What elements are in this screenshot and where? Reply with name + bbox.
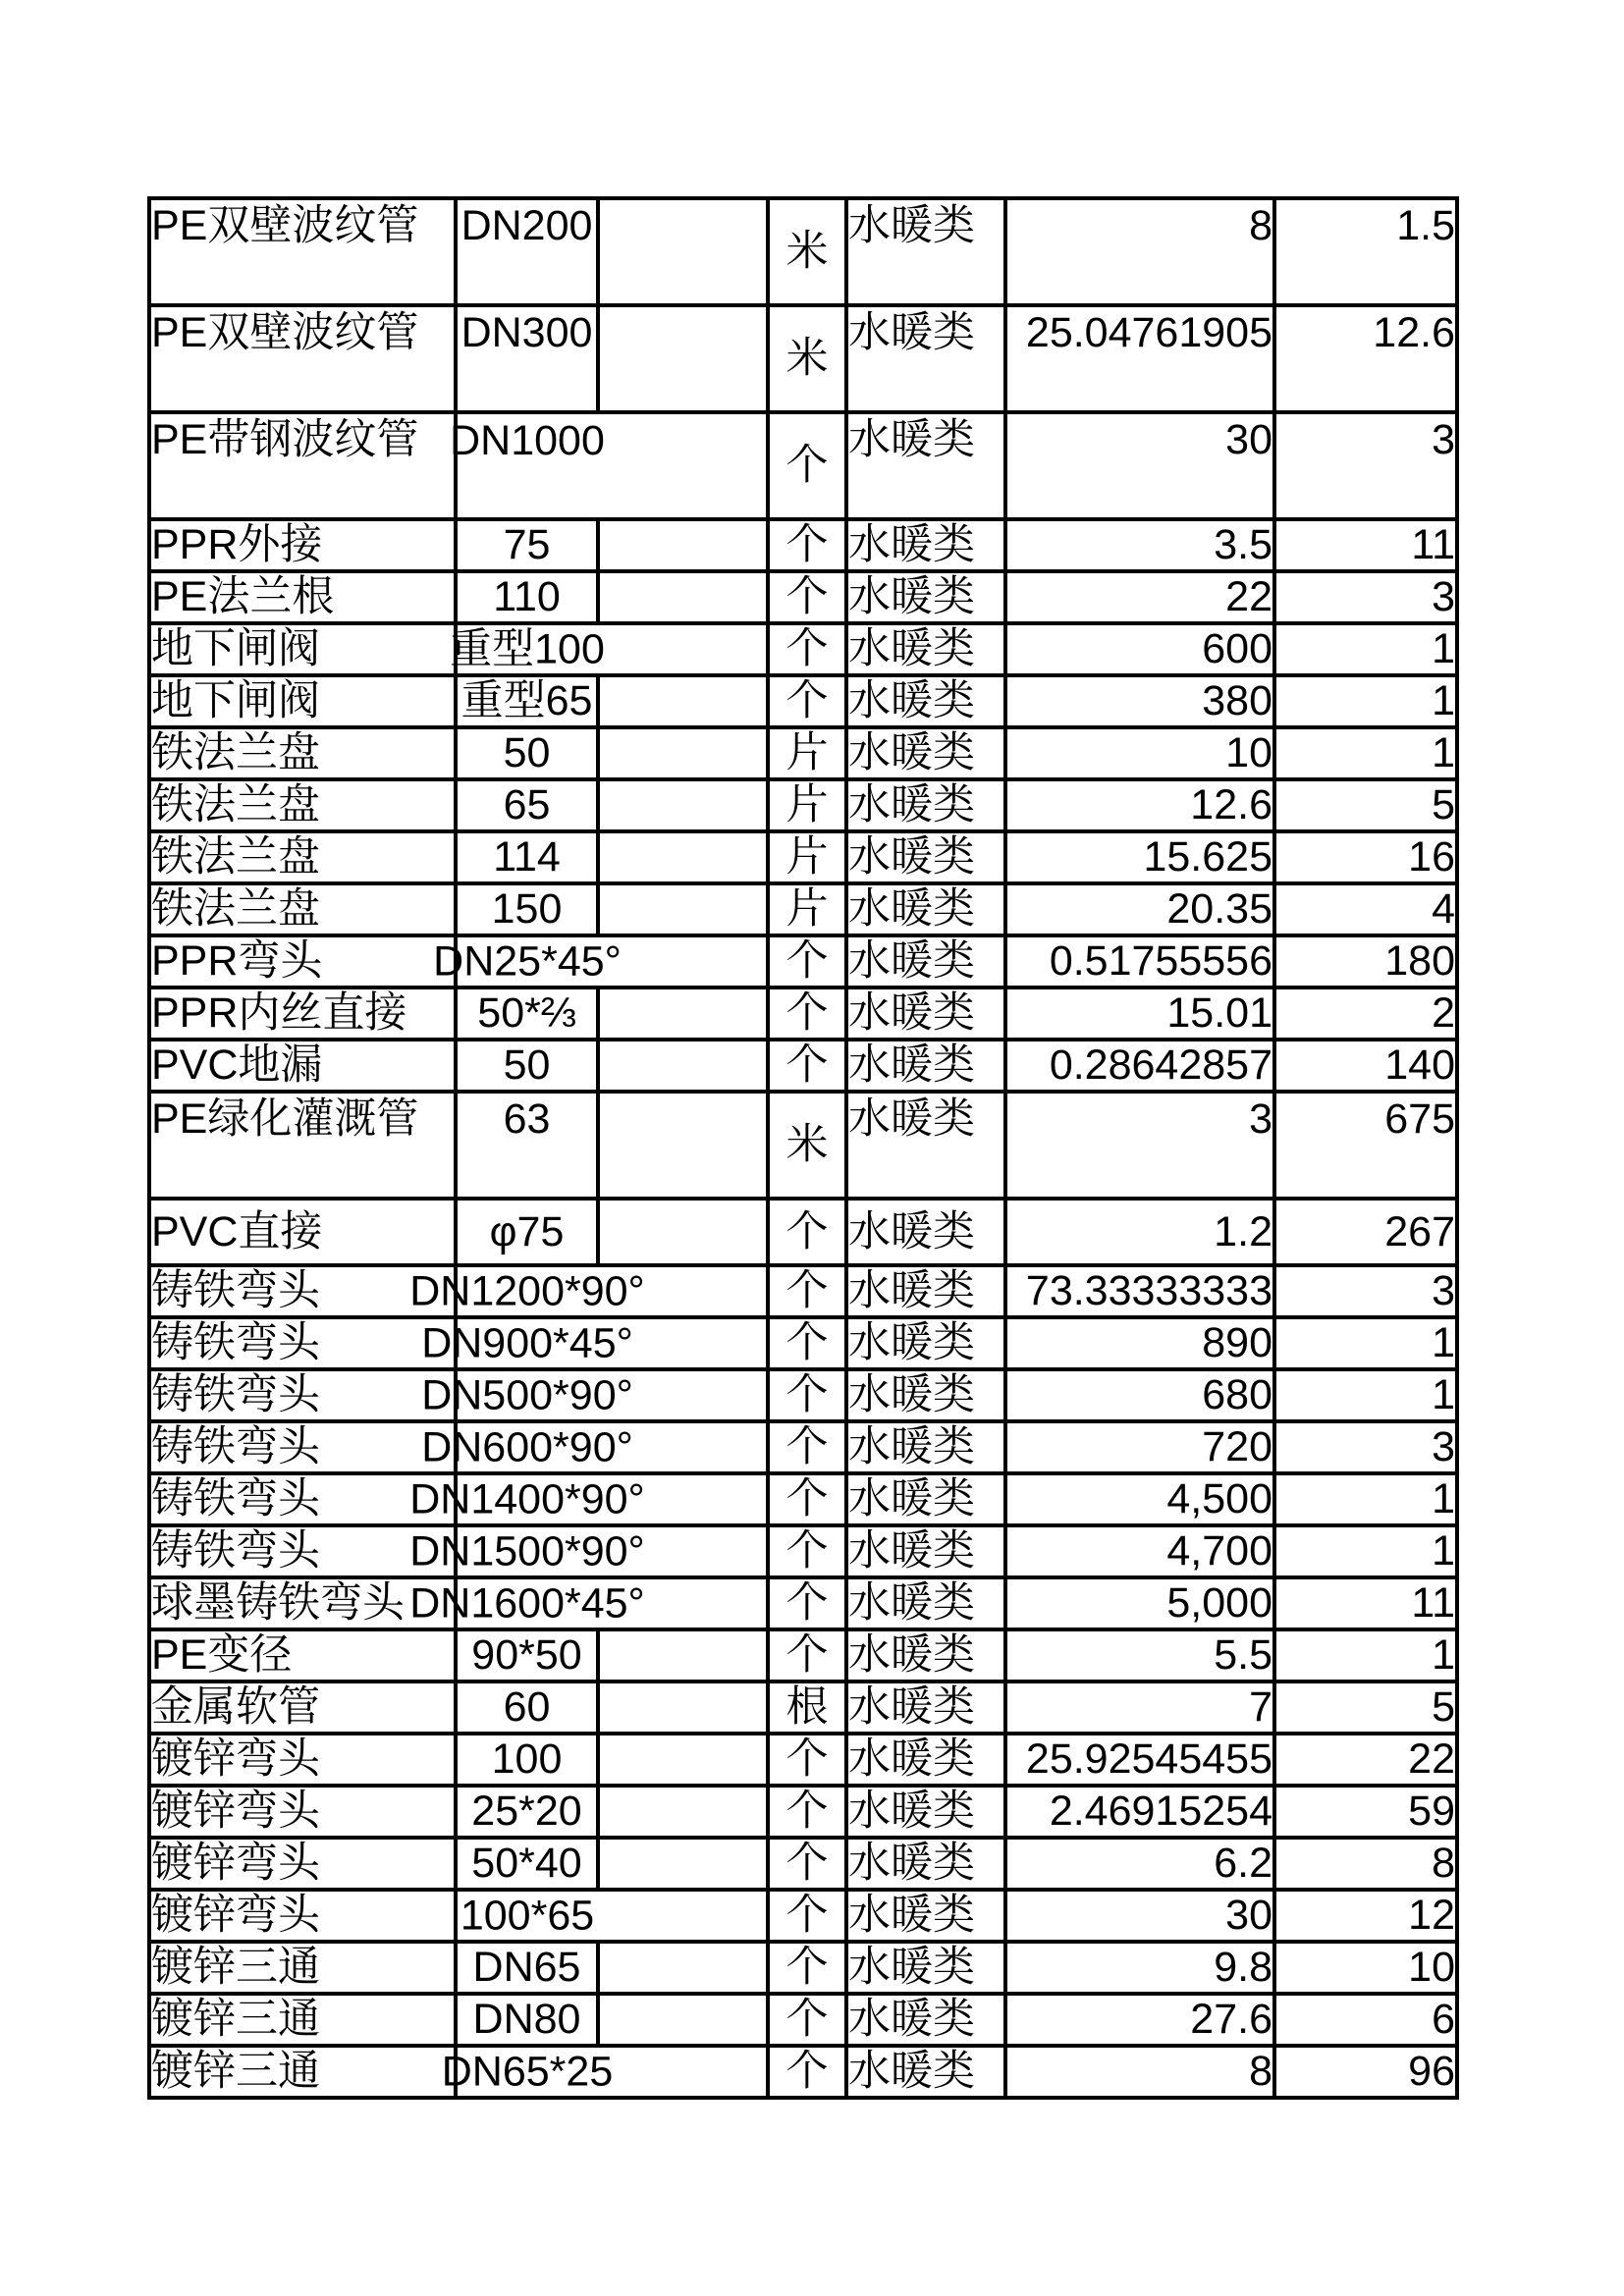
unit-cell: 个 (768, 935, 846, 988)
category-cell: 水暖类 (846, 1786, 1005, 1838)
qty-cell: 1 (1274, 1525, 1457, 1577)
category-cell: 水暖类 (846, 305, 1005, 412)
table-row (149, 1682, 1457, 1734)
spec-cell (409, 1525, 768, 1577)
spec-cell (456, 1838, 598, 1890)
item-name-cell: 金属软管 (149, 1682, 456, 1734)
price-cell: 2.46915254 (1005, 1786, 1274, 1838)
table-row (149, 1942, 1457, 1994)
qty-cell: 12 (1274, 1890, 1457, 1942)
spec-text: 150 (491, 885, 563, 934)
qty-cell: 1 (1274, 623, 1457, 675)
price-cell: 7 (1005, 1682, 1274, 1734)
spec-cell (456, 1734, 598, 1786)
table-row (149, 1421, 1457, 1473)
price-cell: 4,700 (1005, 1525, 1274, 1577)
category-cell: 水暖类 (846, 1525, 1005, 1577)
spec-text: DN80 (472, 1996, 581, 2044)
table-row (149, 1473, 1457, 1525)
spec-text: 50 (503, 729, 551, 777)
qty-cell: 11 (1274, 519, 1457, 571)
qty-cell: 3 (1274, 1265, 1457, 1317)
spec-text: DN65 (472, 1944, 581, 1992)
empty-cell (598, 1199, 768, 1265)
table-row (149, 1525, 1457, 1577)
table-row (149, 1265, 1457, 1317)
unit-cell: 米 (768, 305, 846, 412)
category-cell: 水暖类 (846, 831, 1005, 883)
table-row (149, 727, 1457, 779)
unit-cell: 个 (768, 623, 846, 675)
table-row (149, 1994, 1457, 2046)
unit-cell: 个 (768, 571, 846, 623)
spec-text: DN65*25 (441, 2048, 614, 2096)
empty-cell (598, 305, 768, 412)
spec-text: DN1400*90° (409, 1475, 645, 1523)
spec-cell (456, 198, 598, 305)
price-cell: 890 (1005, 1317, 1274, 1369)
table-row (149, 305, 1457, 412)
item-name-cell: 镀锌三通 (149, 1994, 456, 2046)
category-cell: 水暖类 (846, 727, 1005, 779)
unit-cell: 个 (768, 2046, 846, 2098)
unit-cell: 个 (768, 1421, 846, 1473)
category-cell: 水暖类 (846, 1734, 1005, 1786)
unit-cell: 个 (768, 1369, 846, 1421)
qty-cell: 22 (1274, 1734, 1457, 1786)
table-row (149, 1734, 1457, 1786)
price-cell: 8 (1005, 198, 1274, 305)
item-name-cell: 镀锌三通 (149, 2046, 456, 2098)
category-cell: 水暖类 (846, 1994, 1005, 2046)
price-cell: 600 (1005, 623, 1274, 675)
empty-cell (598, 1040, 768, 1092)
category-cell: 水暖类 (846, 1682, 1005, 1734)
spec-cell (441, 2046, 768, 2098)
spec-cell (456, 779, 598, 831)
qty-cell: 1 (1274, 1317, 1457, 1369)
category-cell: 水暖类 (846, 2046, 1005, 2098)
table-body (149, 198, 1457, 2098)
empty-cell (598, 1786, 768, 1838)
empty-cell (598, 883, 768, 935)
spec-text: DN900*45° (421, 1319, 633, 1367)
table-row (149, 1838, 1457, 1890)
price-cell: 4,500 (1005, 1473, 1274, 1525)
category-cell: 水暖类 (846, 198, 1005, 305)
qty-cell: 3 (1274, 412, 1457, 519)
empty-cell (598, 727, 768, 779)
table-row (149, 1040, 1457, 1092)
price-cell: 3.5 (1005, 519, 1274, 571)
category-cell: 水暖类 (846, 1577, 1005, 1629)
spec-text: 50*⅔ (477, 989, 576, 1038)
unit-cell: 个 (768, 1577, 846, 1629)
price-cell: 10 (1005, 727, 1274, 779)
price-cell: 30 (1005, 412, 1274, 519)
price-cell: 0.51755556 (1005, 935, 1274, 988)
unit-cell: 个 (768, 1199, 846, 1265)
unit-cell: 片 (768, 831, 846, 883)
price-cell: 25.92545455 (1005, 1734, 1274, 1786)
empty-cell (598, 1734, 768, 1786)
spec-cell (421, 1317, 768, 1369)
item-name-cell: 球墨铸铁弯头 (149, 1577, 456, 1629)
unit-cell: 米 (768, 1092, 846, 1199)
unit-cell: 片 (768, 779, 846, 831)
spec-cell (409, 1577, 768, 1629)
price-cell: 15.625 (1005, 831, 1274, 883)
price-cell: 27.6 (1005, 1994, 1274, 2046)
qty-cell: 3 (1274, 571, 1457, 623)
table-row (149, 412, 1457, 519)
category-cell: 水暖类 (846, 1473, 1005, 1525)
unit-cell: 个 (768, 1040, 846, 1092)
qty-cell: 5 (1274, 1682, 1457, 1734)
item-name-cell: PPR内丝直接 (149, 988, 456, 1040)
materials-table (147, 196, 1459, 2100)
spec-cell (456, 727, 598, 779)
table-row (149, 935, 1457, 988)
item-name-cell: 地下闸阀 (149, 675, 456, 727)
empty-cell (598, 1838, 768, 1890)
unit-cell: 个 (768, 1890, 846, 1942)
spec-text: 65 (503, 781, 551, 829)
spec-text: 25*20 (471, 1788, 582, 1836)
qty-cell: 140 (1274, 1040, 1457, 1092)
unit-cell: 个 (768, 1317, 846, 1369)
item-name-cell: 镀锌三通 (149, 1942, 456, 1994)
qty-cell: 4 (1274, 883, 1457, 935)
spec-text: 50*40 (471, 1840, 582, 1888)
table-row (149, 988, 1457, 1040)
empty-cell (598, 571, 768, 623)
item-name-cell: PE变径 (149, 1629, 456, 1682)
category-cell: 水暖类 (846, 1092, 1005, 1199)
qty-cell: 11 (1274, 1577, 1457, 1629)
qty-cell: 1 (1274, 1369, 1457, 1421)
item-name-cell: PVC直接 (149, 1199, 456, 1265)
qty-cell: 1 (1274, 727, 1457, 779)
spec-cell (421, 1421, 768, 1473)
spec-cell (456, 675, 598, 727)
unit-cell: 个 (768, 1838, 846, 1890)
price-cell: 73.33333333 (1005, 1265, 1274, 1317)
price-cell: 5.5 (1005, 1629, 1274, 1682)
spec-cell (409, 1265, 768, 1317)
table-row (149, 1317, 1457, 1369)
qty-cell: 5 (1274, 779, 1457, 831)
qty-cell: 6 (1274, 1994, 1457, 2046)
price-cell: 8 (1005, 2046, 1274, 2098)
unit-cell: 个 (768, 1786, 846, 1838)
price-cell: 5,000 (1005, 1577, 1274, 1629)
category-cell: 水暖类 (846, 1890, 1005, 1942)
unit-cell: 个 (768, 1734, 846, 1786)
price-cell: 22 (1005, 571, 1274, 623)
spec-text: 50 (503, 1041, 551, 1090)
item-name-cell: 铸铁弯头 (149, 1369, 456, 1421)
spec-cell (456, 988, 598, 1040)
empty-cell (598, 675, 768, 727)
spec-cell (409, 1473, 768, 1525)
spec-cell (456, 519, 598, 571)
category-cell: 水暖类 (846, 519, 1005, 571)
table-row (149, 779, 1457, 831)
category-cell: 水暖类 (846, 571, 1005, 623)
spec-text: 75 (503, 521, 551, 569)
qty-cell: 2 (1274, 988, 1457, 1040)
empty-cell (598, 198, 768, 305)
price-cell: 3 (1005, 1092, 1274, 1199)
spec-text: 90*50 (471, 1631, 582, 1680)
price-cell: 6.2 (1005, 1838, 1274, 1890)
unit-cell: 个 (768, 412, 846, 519)
unit-cell: 片 (768, 727, 846, 779)
spec-text: DN1200*90° (409, 1267, 645, 1315)
spec-text: DN1500*90° (409, 1527, 645, 1575)
table-row (149, 1786, 1457, 1838)
item-name-cell: PE带钢波纹管 (149, 412, 456, 519)
spec-text: 110 (493, 573, 561, 621)
spec-text: DN1000 (450, 417, 605, 464)
category-cell: 水暖类 (846, 988, 1005, 1040)
item-name-cell: PPR外接 (149, 519, 456, 571)
unit-cell: 个 (768, 1473, 846, 1525)
empty-cell (598, 519, 768, 571)
price-cell: 15.01 (1005, 988, 1274, 1040)
spec-cell (456, 1786, 598, 1838)
item-name-cell: 铁法兰盘 (149, 883, 456, 935)
empty-cell (598, 1942, 768, 1994)
spec-cell (456, 883, 598, 935)
qty-cell: 59 (1274, 1786, 1457, 1838)
unit-cell: 根 (768, 1682, 846, 1734)
spec-text: 重型100 (450, 625, 605, 673)
spec-text: 100*65 (460, 1892, 595, 1940)
category-cell: 水暖类 (846, 623, 1005, 675)
category-cell: 水暖类 (846, 1317, 1005, 1369)
price-cell: 12.6 (1005, 779, 1274, 831)
category-cell: 水暖类 (846, 779, 1005, 831)
table-row (149, 571, 1457, 623)
table-row (149, 1369, 1457, 1421)
table-row (149, 675, 1457, 727)
price-cell: 680 (1005, 1369, 1274, 1421)
table-row (149, 2046, 1457, 2098)
item-name-cell: PVC地漏 (149, 1040, 456, 1092)
table-row (149, 1199, 1457, 1265)
unit-cell: 个 (768, 519, 846, 571)
unit-cell: 个 (768, 1942, 846, 1994)
spec-cell (456, 1682, 598, 1734)
spec-cell (450, 412, 768, 519)
qty-cell: 3 (1274, 1421, 1457, 1473)
spec-cell (456, 1994, 598, 2046)
empty-cell (598, 1092, 768, 1199)
spec-cell (456, 1040, 598, 1092)
table-row (149, 519, 1457, 571)
spec-text: 63 (503, 1095, 551, 1143)
spec-cell (456, 1629, 598, 1682)
table-row (149, 623, 1457, 675)
item-name-cell: 铸铁弯头 (149, 1317, 456, 1369)
price-cell: 30 (1005, 1890, 1274, 1942)
qty-cell: 1.5 (1274, 198, 1457, 305)
price-cell: 20.35 (1005, 883, 1274, 935)
item-name-cell: 镀锌弯头 (149, 1786, 456, 1838)
qty-cell: 16 (1274, 831, 1457, 883)
spec-text: DN25*45° (433, 937, 622, 986)
qty-cell: 96 (1274, 2046, 1457, 2098)
spec-text: 114 (493, 833, 561, 881)
category-cell: 水暖类 (846, 1265, 1005, 1317)
category-cell: 水暖类 (846, 1942, 1005, 1994)
spec-text: φ75 (489, 1207, 565, 1255)
unit-cell: 个 (768, 675, 846, 727)
category-cell: 水暖类 (846, 935, 1005, 988)
item-name-cell: 镀锌弯头 (149, 1734, 456, 1786)
spec-cell (450, 623, 768, 675)
qty-cell: 10 (1274, 1942, 1457, 1994)
qty-cell: 267 (1274, 1199, 1457, 1265)
category-cell: 水暖类 (846, 1040, 1005, 1092)
empty-cell (598, 988, 768, 1040)
table-row (149, 1092, 1457, 1199)
item-name-cell: 铸铁弯头 (149, 1473, 456, 1525)
table-row (149, 1629, 1457, 1682)
spec-text: DN600*90° (421, 1423, 633, 1471)
category-cell: 水暖类 (846, 1838, 1005, 1890)
item-name-cell: 地下闸阀 (149, 623, 456, 675)
item-name-cell: 镀锌弯头 (149, 1838, 456, 1890)
qty-cell: 180 (1274, 935, 1457, 988)
table-row (149, 198, 1457, 305)
item-name-cell: 镀锌弯头 (149, 1890, 456, 1942)
qty-cell: 12.6 (1274, 305, 1457, 412)
empty-cell (598, 831, 768, 883)
spec-text: DN1600*45° (409, 1579, 645, 1628)
qty-cell: 1 (1274, 1473, 1457, 1525)
price-cell: 720 (1005, 1421, 1274, 1473)
category-cell: 水暖类 (846, 412, 1005, 519)
unit-cell: 个 (768, 1994, 846, 2046)
category-cell: 水暖类 (846, 1369, 1005, 1421)
qty-cell: 8 (1274, 1838, 1457, 1890)
item-name-cell: PE绿化灌溉管 (149, 1092, 456, 1199)
spec-text: DN200 (460, 202, 593, 249)
spec-text: 重型65 (460, 677, 593, 725)
item-name-cell: 铸铁弯头 (149, 1525, 456, 1577)
unit-cell: 个 (768, 1629, 846, 1682)
unit-cell: 个 (768, 988, 846, 1040)
item-name-cell: PE法兰根 (149, 571, 456, 623)
spec-cell (421, 1369, 768, 1421)
spec-text: DN500*90° (421, 1371, 633, 1419)
spec-cell (433, 935, 768, 988)
empty-cell (598, 1682, 768, 1734)
price-cell: 9.8 (1005, 1942, 1274, 1994)
item-name-cell: 铸铁弯头 (149, 1421, 456, 1473)
spec-cell (456, 1199, 598, 1265)
item-name-cell: 铁法兰盘 (149, 831, 456, 883)
item-name-cell: 铸铁弯头 (149, 1265, 456, 1317)
unit-cell: 个 (768, 1265, 846, 1317)
qty-cell: 1 (1274, 1629, 1457, 1682)
category-cell: 水暖类 (846, 1629, 1005, 1682)
spec-text: 100 (491, 1735, 563, 1784)
spec-cell (456, 1942, 598, 1994)
item-name-cell: 铁法兰盘 (149, 727, 456, 779)
price-cell: 1.2 (1005, 1199, 1274, 1265)
table-row (149, 883, 1457, 935)
category-cell: 水暖类 (846, 883, 1005, 935)
empty-cell (598, 1629, 768, 1682)
price-cell: 380 (1005, 675, 1274, 727)
category-cell: 水暖类 (846, 1421, 1005, 1473)
empty-cell (598, 779, 768, 831)
qty-cell: 675 (1274, 1092, 1457, 1199)
qty-cell: 1 (1274, 675, 1457, 727)
item-name-cell: PE双壁波纹管 (149, 198, 456, 305)
spec-cell (456, 1890, 768, 1942)
unit-cell: 片 (768, 883, 846, 935)
spec-text: 60 (503, 1683, 551, 1732)
table-row (149, 1890, 1457, 1942)
unit-cell: 米 (768, 198, 846, 305)
spec-cell (456, 571, 598, 623)
item-name-cell: 铁法兰盘 (149, 779, 456, 831)
category-cell: 水暖类 (846, 1199, 1005, 1265)
item-name-cell: PPR弯头 (149, 935, 456, 988)
price-cell: 0.28642857 (1005, 1040, 1274, 1092)
unit-cell: 个 (768, 1525, 846, 1577)
item-name-cell: PE双壁波纹管 (149, 305, 456, 412)
spec-cell (456, 1092, 598, 1199)
category-cell: 水暖类 (846, 675, 1005, 727)
table-row (149, 1577, 1457, 1629)
price-cell: 25.04761905 (1005, 305, 1274, 412)
spec-cell (456, 831, 598, 883)
empty-cell (598, 1994, 768, 2046)
spec-text: DN300 (460, 309, 593, 356)
table-row (149, 831, 1457, 883)
spec-cell (456, 305, 598, 412)
